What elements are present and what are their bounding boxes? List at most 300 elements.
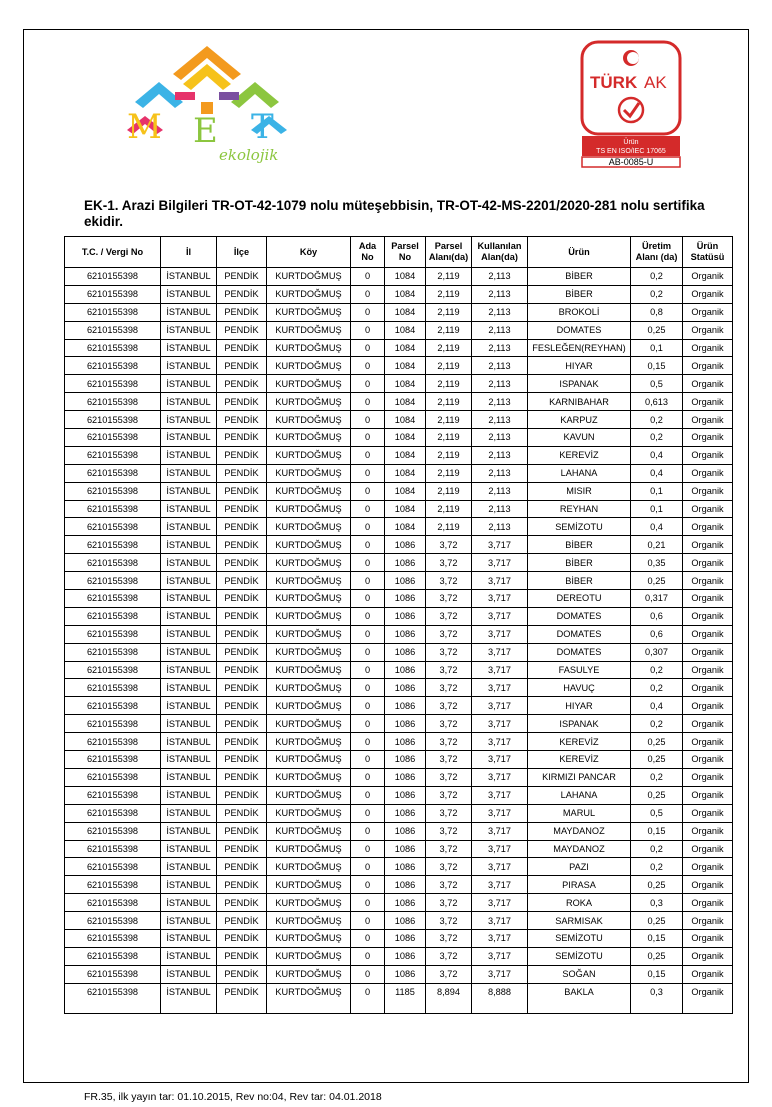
logo-ekolojik-text: ekolojik: [219, 146, 279, 164]
column-header: Parsel Alanı(da): [426, 237, 472, 268]
table-cell: BİBER: [528, 268, 631, 286]
table-cell: 1086: [385, 768, 426, 786]
table-cell: 6210155398: [65, 321, 161, 339]
table-cell: 6210155398: [65, 536, 161, 554]
table-cell: 2,113: [472, 518, 528, 536]
table-cell: 3,717: [472, 912, 528, 930]
document-title: EK-1. Arazi Bilgileri TR-OT-42-1079 nolu müteşebbisin, TR-OT-42-MS-2201/2020-281 nolu sertifika ekidir.: [84, 198, 705, 229]
table-cell: 0: [351, 625, 385, 643]
table-header-row: [65, 237, 733, 268]
table-cell: Organik: [683, 518, 733, 536]
table-cell: 1086: [385, 840, 426, 858]
table-cell: 0,25: [631, 912, 683, 930]
table-cell: 0,15: [631, 929, 683, 947]
table-cell: PENDİK: [217, 661, 267, 679]
table-cell: Organik: [683, 751, 733, 769]
table-cell: KEREVİZ: [528, 733, 631, 751]
table-cell: Organik: [683, 715, 733, 733]
table-cell: KURTDOĞMUŞ: [267, 947, 351, 965]
table-cell: 0,3: [631, 983, 683, 1013]
table-cell: PENDİK: [217, 983, 267, 1013]
table-cell: İSTANBUL: [161, 357, 217, 375]
table-cell: 3,717: [472, 590, 528, 608]
table-row: [65, 500, 733, 518]
table-cell: 2,119: [426, 429, 472, 447]
table-cell: Organik: [683, 446, 733, 464]
table-cell: İSTANBUL: [161, 625, 217, 643]
table-cell: 0: [351, 786, 385, 804]
table-cell: 6210155398: [65, 500, 161, 518]
table-cell: PENDİK: [217, 572, 267, 590]
table-cell: 2,113: [472, 321, 528, 339]
turkak-text-ak: AK: [644, 73, 667, 92]
turkak-text-turk: TÜRK: [590, 73, 638, 92]
table-cell: KURTDOĞMUŞ: [267, 929, 351, 947]
table-cell: 1084: [385, 321, 426, 339]
table-cell: KURTDOĞMUŞ: [267, 876, 351, 894]
table-cell: BİBER: [528, 572, 631, 590]
table-cell: 0,1: [631, 482, 683, 500]
table-cell: 0,317: [631, 590, 683, 608]
table-cell: 6210155398: [65, 768, 161, 786]
table-cell: KURTDOĞMUŞ: [267, 375, 351, 393]
table-cell: 0: [351, 482, 385, 500]
table-cell: PENDİK: [217, 804, 267, 822]
table-cell: İSTANBUL: [161, 375, 217, 393]
table-cell: PENDİK: [217, 393, 267, 411]
table-cell: 0: [351, 840, 385, 858]
table-cell: PENDİK: [217, 500, 267, 518]
table-cell: 3,72: [426, 876, 472, 894]
table-cell: 6210155398: [65, 303, 161, 321]
table-cell: 6210155398: [65, 572, 161, 590]
table-cell: 6210155398: [65, 375, 161, 393]
table-cell: 6210155398: [65, 751, 161, 769]
table-row: [65, 607, 733, 625]
table-cell: PENDİK: [217, 429, 267, 447]
table-cell: 0,15: [631, 965, 683, 983]
table-cell: 3,717: [472, 840, 528, 858]
table-cell: 6210155398: [65, 643, 161, 661]
table-row: [65, 321, 733, 339]
table-cell: Organik: [683, 590, 733, 608]
table-cell: 1084: [385, 339, 426, 357]
table-cell: Organik: [683, 679, 733, 697]
table-row: [65, 858, 733, 876]
table-cell: İSTANBUL: [161, 894, 217, 912]
table-cell: 3,72: [426, 804, 472, 822]
table-row: [65, 303, 733, 321]
table-row: [65, 339, 733, 357]
table-cell: LAHANA: [528, 464, 631, 482]
table-cell: Organik: [683, 268, 733, 286]
table-cell: 3,72: [426, 661, 472, 679]
table-cell: BİBER: [528, 285, 631, 303]
table-cell: PENDİK: [217, 786, 267, 804]
table-cell: 0,4: [631, 697, 683, 715]
table-cell: Organik: [683, 464, 733, 482]
table-cell: İSTANBUL: [161, 607, 217, 625]
table-cell: 6210155398: [65, 965, 161, 983]
table-cell: 3,72: [426, 733, 472, 751]
table-cell: 3,72: [426, 822, 472, 840]
table-cell: Organik: [683, 768, 733, 786]
table-cell: KURTDOĞMUŞ: [267, 446, 351, 464]
table-cell: 0: [351, 947, 385, 965]
table-cell: 3,717: [472, 965, 528, 983]
table-row: [65, 393, 733, 411]
table-cell: PENDİK: [217, 411, 267, 429]
table-cell: İSTANBUL: [161, 393, 217, 411]
table-cell: 1086: [385, 661, 426, 679]
table-row: [65, 268, 733, 286]
table-cell: KURTDOĞMUŞ: [267, 768, 351, 786]
table-cell: 1086: [385, 536, 426, 554]
table-cell: Organik: [683, 929, 733, 947]
table-cell: İSTANBUL: [161, 429, 217, 447]
check-circle-icon: [619, 98, 643, 122]
table-cell: KURTDOĞMUŞ: [267, 786, 351, 804]
table-cell: PENDİK: [217, 357, 267, 375]
table-cell: 0,25: [631, 321, 683, 339]
table-cell: 0: [351, 733, 385, 751]
table-cell: Organik: [683, 643, 733, 661]
table-cell: 0,613: [631, 393, 683, 411]
table-cell: İSTANBUL: [161, 804, 217, 822]
table-cell: 6210155398: [65, 625, 161, 643]
table-cell: 3,72: [426, 965, 472, 983]
table-cell: Organik: [683, 339, 733, 357]
table-cell: 3,717: [472, 858, 528, 876]
met-ekolojik-logo: [115, 42, 300, 167]
table-cell: 3,72: [426, 947, 472, 965]
column-header: Ada No: [351, 237, 385, 268]
turkak-scope-text: Ürün: [623, 139, 639, 146]
table-cell: PENDİK: [217, 876, 267, 894]
table-cell: 1084: [385, 429, 426, 447]
table-cell: 1086: [385, 607, 426, 625]
table-cell: İSTANBUL: [161, 411, 217, 429]
table-cell: İSTANBUL: [161, 929, 217, 947]
table-cell: Organik: [683, 411, 733, 429]
table-cell: 1084: [385, 375, 426, 393]
table-cell: 2,119: [426, 518, 472, 536]
table-cell: 0: [351, 751, 385, 769]
table-cell: 3,72: [426, 751, 472, 769]
table-cell: İSTANBUL: [161, 822, 217, 840]
table-cell: İSTANBUL: [161, 518, 217, 536]
table-row: [65, 947, 733, 965]
table-cell: 3,717: [472, 607, 528, 625]
table-cell: KAVUN: [528, 429, 631, 447]
table-cell: 1086: [385, 715, 426, 733]
table-cell: KURTDOĞMUŞ: [267, 285, 351, 303]
table-cell: 3,72: [426, 715, 472, 733]
table-cell: 6210155398: [65, 679, 161, 697]
table-cell: 0,2: [631, 661, 683, 679]
table-cell: 3,717: [472, 733, 528, 751]
table-cell: 3,72: [426, 786, 472, 804]
table-cell: PENDİK: [217, 768, 267, 786]
table-row: [65, 411, 733, 429]
table-cell: 2,119: [426, 285, 472, 303]
table-cell: ISPANAK: [528, 375, 631, 393]
table-cell: 0,1: [631, 339, 683, 357]
table-cell: 1086: [385, 858, 426, 876]
table-cell: KURTDOĞMUŞ: [267, 268, 351, 286]
table-row: [65, 786, 733, 804]
table-cell: PENDİK: [217, 268, 267, 286]
table-cell: 0,4: [631, 518, 683, 536]
table-cell: 1086: [385, 876, 426, 894]
table-cell: KURTDOĞMUŞ: [267, 590, 351, 608]
table-cell: 0,2: [631, 411, 683, 429]
table-row: [65, 357, 733, 375]
table-cell: 0: [351, 464, 385, 482]
table-cell: 0: [351, 285, 385, 303]
table-cell: Organik: [683, 625, 733, 643]
table-cell: 2,113: [472, 357, 528, 375]
table-cell: 0,2: [631, 715, 683, 733]
table-cell: 0,25: [631, 876, 683, 894]
table-cell: 3,717: [472, 536, 528, 554]
table-cell: 1086: [385, 625, 426, 643]
table-cell: 3,72: [426, 697, 472, 715]
table-cell: KURTDOĞMUŞ: [267, 482, 351, 500]
table-cell: 0: [351, 912, 385, 930]
table-cell: 3,717: [472, 768, 528, 786]
table-cell: 1086: [385, 572, 426, 590]
table-cell: PENDİK: [217, 858, 267, 876]
table-cell: 3,72: [426, 912, 472, 930]
table-cell: PENDİK: [217, 285, 267, 303]
table-cell: 0: [351, 393, 385, 411]
table-row: [65, 822, 733, 840]
table-cell: 1086: [385, 554, 426, 572]
table-cell: KURTDOĞMUŞ: [267, 912, 351, 930]
table-cell: 3,72: [426, 625, 472, 643]
table-cell: İSTANBUL: [161, 339, 217, 357]
table-cell: 3,717: [472, 804, 528, 822]
table-cell: Organik: [683, 912, 733, 930]
table-cell: 2,113: [472, 500, 528, 518]
table-cell: 2,113: [472, 285, 528, 303]
table-cell: Organik: [683, 947, 733, 965]
table-cell: HIYAR: [528, 357, 631, 375]
table-cell: 0,35: [631, 554, 683, 572]
table-cell: KURTDOĞMUŞ: [267, 661, 351, 679]
table-cell: Organik: [683, 429, 733, 447]
table-cell: 2,119: [426, 268, 472, 286]
table-cell: 1086: [385, 947, 426, 965]
table-row: [65, 840, 733, 858]
table-cell: 0,2: [631, 285, 683, 303]
table-cell: 0: [351, 858, 385, 876]
table-cell: KEREVİZ: [528, 446, 631, 464]
table-cell: ISPANAK: [528, 715, 631, 733]
table-cell: 3,717: [472, 643, 528, 661]
table-cell: 8,894: [426, 983, 472, 1013]
table-cell: BROKOLİ: [528, 303, 631, 321]
table-cell: 3,72: [426, 679, 472, 697]
table-cell: 3,717: [472, 572, 528, 590]
table-cell: İSTANBUL: [161, 983, 217, 1013]
table-row: [65, 929, 733, 947]
table-cell: 2,119: [426, 375, 472, 393]
table-row: [65, 554, 733, 572]
table-cell: PENDİK: [217, 912, 267, 930]
table-cell: 6210155398: [65, 858, 161, 876]
table-cell: 3,717: [472, 751, 528, 769]
table-cell: 6210155398: [65, 661, 161, 679]
table-cell: 1086: [385, 822, 426, 840]
table-cell: 1084: [385, 411, 426, 429]
table-cell: KURTDOĞMUŞ: [267, 339, 351, 357]
table-cell: ROKA: [528, 894, 631, 912]
table-row: [65, 679, 733, 697]
table-cell: Organik: [683, 375, 733, 393]
table-cell: 0: [351, 715, 385, 733]
table-cell: PAZI: [528, 858, 631, 876]
table-row: [65, 518, 733, 536]
table-cell: 0,307: [631, 643, 683, 661]
table-cell: 0: [351, 661, 385, 679]
table-cell: 0,5: [631, 804, 683, 822]
table-cell: Organik: [683, 393, 733, 411]
table-cell: İSTANBUL: [161, 500, 217, 518]
table-cell: 6210155398: [65, 983, 161, 1013]
table-cell: 1084: [385, 393, 426, 411]
table-cell: İSTANBUL: [161, 751, 217, 769]
table-cell: PENDİK: [217, 751, 267, 769]
table-row: [65, 876, 733, 894]
table-cell: 0,4: [631, 464, 683, 482]
table-cell: KURTDOĞMUŞ: [267, 983, 351, 1013]
table-cell: 2,113: [472, 446, 528, 464]
table-cell: SARMISAK: [528, 912, 631, 930]
table-cell: 1086: [385, 697, 426, 715]
table-row: [65, 482, 733, 500]
table-cell: 0: [351, 876, 385, 894]
table-cell: İSTANBUL: [161, 912, 217, 930]
table-cell: İSTANBUL: [161, 715, 217, 733]
table-cell: 0: [351, 411, 385, 429]
table-cell: 2,119: [426, 393, 472, 411]
table-cell: 2,119: [426, 464, 472, 482]
table-cell: Organik: [683, 536, 733, 554]
table-cell: KURTDOĞMUŞ: [267, 751, 351, 769]
table-cell: DOMATES: [528, 607, 631, 625]
table-cell: 1086: [385, 590, 426, 608]
table-cell: 0: [351, 268, 385, 286]
table-cell: 3,72: [426, 590, 472, 608]
column-header: Parsel No: [385, 237, 426, 268]
table-cell: 1086: [385, 751, 426, 769]
table-cell: 0,5: [631, 375, 683, 393]
table-cell: 1084: [385, 357, 426, 375]
table-row: [65, 894, 733, 912]
table-cell: PENDİK: [217, 339, 267, 357]
table-cell: 6210155398: [65, 411, 161, 429]
table-cell: 0: [351, 321, 385, 339]
table-row: [65, 572, 733, 590]
table-cell: 8,888: [472, 983, 528, 1013]
table-cell: 1185: [385, 983, 426, 1013]
table-cell: Organik: [683, 285, 733, 303]
table-cell: 1086: [385, 965, 426, 983]
table-cell: DEREOTU: [528, 590, 631, 608]
table-cell: PENDİK: [217, 536, 267, 554]
table-cell: 0,2: [631, 679, 683, 697]
table-cell: 0: [351, 643, 385, 661]
table-cell: 0,25: [631, 751, 683, 769]
table-cell: Organik: [683, 822, 733, 840]
table-cell: 6210155398: [65, 929, 161, 947]
table-cell: KURTDOĞMUŞ: [267, 429, 351, 447]
table-cell: KURTDOĞMUŞ: [267, 733, 351, 751]
table-cell: 6210155398: [65, 947, 161, 965]
table-cell: 3,717: [472, 822, 528, 840]
table-cell: 0,4: [631, 446, 683, 464]
table-cell: Organik: [683, 607, 733, 625]
table-cell: İSTANBUL: [161, 643, 217, 661]
table-cell: 6210155398: [65, 339, 161, 357]
column-header: Ürün Statüsü: [683, 237, 733, 268]
table-cell: KURTDOĞMUŞ: [267, 715, 351, 733]
column-header: Kullanılan Alan(da): [472, 237, 528, 268]
table-body: [65, 268, 733, 1014]
table-cell: KURTDOĞMUŞ: [267, 321, 351, 339]
table-cell: 0: [351, 590, 385, 608]
table-cell: 2,113: [472, 482, 528, 500]
table-cell: 3,72: [426, 858, 472, 876]
table-row: [65, 804, 733, 822]
table-cell: İSTANBUL: [161, 303, 217, 321]
table-cell: İSTANBUL: [161, 554, 217, 572]
table-cell: DOMATES: [528, 643, 631, 661]
table-cell: İSTANBUL: [161, 768, 217, 786]
table-cell: 0: [351, 822, 385, 840]
table-cell: 3,72: [426, 536, 472, 554]
table-cell: 3,717: [472, 625, 528, 643]
table-cell: 1084: [385, 464, 426, 482]
table-cell: 1086: [385, 804, 426, 822]
table-cell: Organik: [683, 876, 733, 894]
table-cell: İSTANBUL: [161, 697, 217, 715]
table-cell: 0: [351, 429, 385, 447]
table-cell: İSTANBUL: [161, 285, 217, 303]
table-cell: KURTDOĞMUŞ: [267, 607, 351, 625]
table-cell: 2,113: [472, 411, 528, 429]
table-cell: 3,717: [472, 697, 528, 715]
table-cell: 0,3: [631, 894, 683, 912]
table-cell: SEMİZOTU: [528, 929, 631, 947]
table-cell: 0: [351, 894, 385, 912]
table-cell: BİBER: [528, 536, 631, 554]
table-cell: İSTANBUL: [161, 268, 217, 286]
table-cell: SOĞAN: [528, 965, 631, 983]
table-cell: PENDİK: [217, 518, 267, 536]
table-cell: 3,72: [426, 894, 472, 912]
table-cell: FESLEĞEN(REYHAN): [528, 339, 631, 357]
table-row: [65, 464, 733, 482]
table-cell: 6210155398: [65, 607, 161, 625]
table-cell: 0,2: [631, 858, 683, 876]
table-cell: KURTDOĞMUŞ: [267, 965, 351, 983]
table-row: [65, 661, 733, 679]
table-cell: REYHAN: [528, 500, 631, 518]
table-cell: KURTDOĞMUŞ: [267, 411, 351, 429]
